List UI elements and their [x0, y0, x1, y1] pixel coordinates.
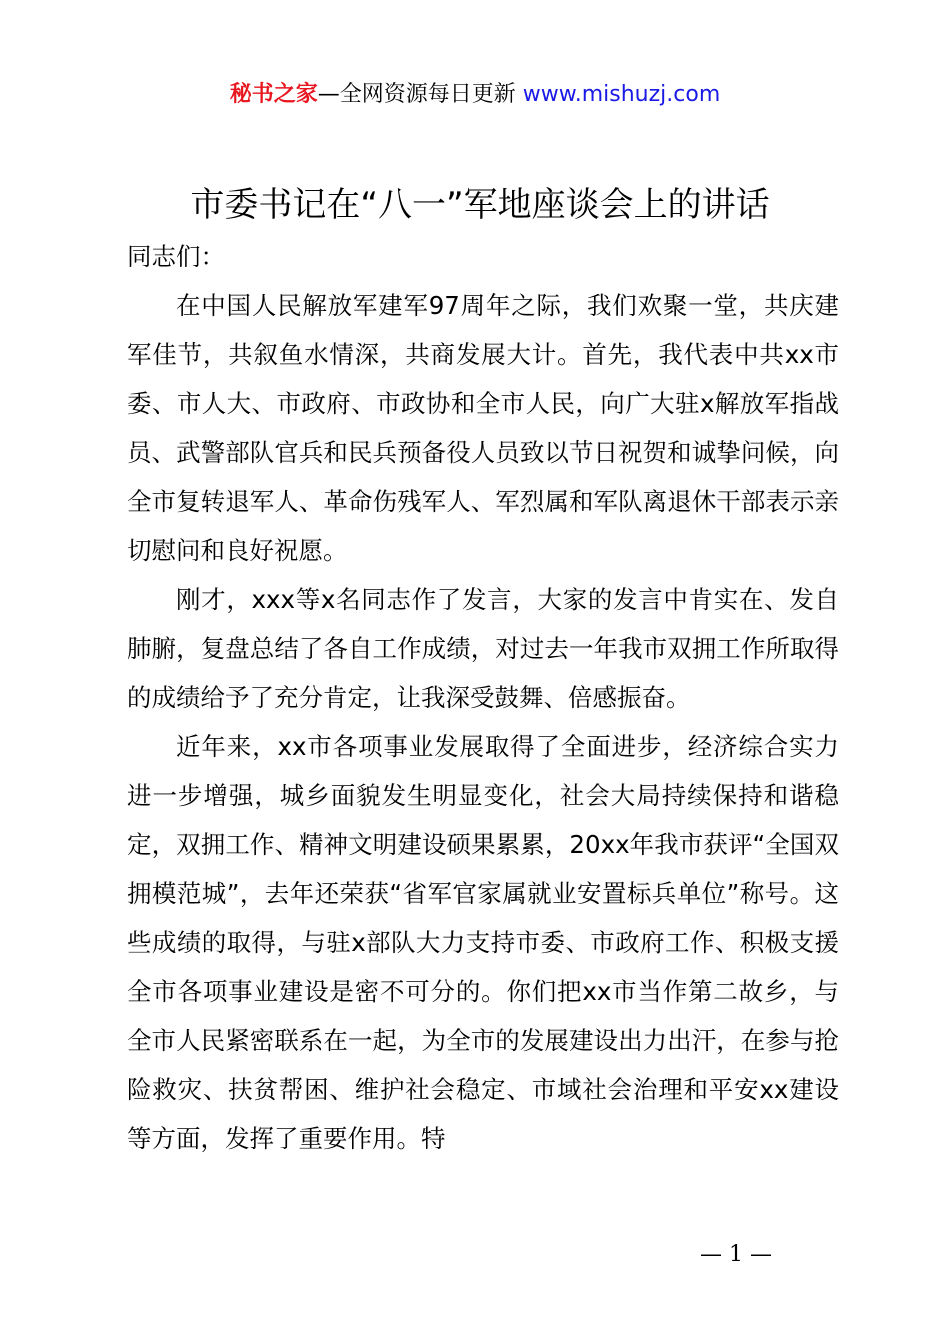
- document-body: [127, 232, 839, 1163]
- site-url-link[interactable]: www.mishuzj.com: [522, 82, 721, 107]
- paragraph-3: 近年来，xx市各项事业发展取得了全面进步，经济综合实力进一步增强，城乡面貌发生明显变化，社会大局持续保持和谐稳定，双拥工作、精神文明建设硕果累累，20xx年我市获评“全国双拥模范城”，去年还荣获“省军官家属就业安置标兵单位”称号。这些成绩的取得，与驻x部队大力支持市委、市政府工作、积极支援全市各项事业建设是密不可分的。你们把xx市当作第二故乡，与全市人民紧密联系在一起，为全市的发展建设出力出汗，在参与抢险救灾、扶贫帮困、维护社会稳定、市域社会治理和平安xx建设等方面，发挥了重要作用。特: [127, 732, 839, 1153]
- salutation: 同志们：: [127, 242, 225, 271]
- brand-name: 秘书之家: [229, 82, 318, 107]
- paragraph-1: 在中国人民解放军建军97周年之际，我们欢聚一堂，共庆建军佳节，共叙鱼水情深，共商发展大计。首先，我代表中共xx市委、市人大、市政府、市政协和全市人民，向广大驻x解放军指战员、武警部队官兵和民兵预备役人员致以节日祝贺和诚挚问候，向全市复转退军人、革命伤残军人、军烈属和军队离退休干部表示亲切慰问和良好祝愿。: [127, 291, 839, 565]
- paragraph-2: 刚才，xxx等x名同志作了发言，大家的发言中肯实在、发自肺腑，复盘总结了各自工作成绩，对过去一年我市双拥工作所取得的成绩给予了充分肯定，让我深受鼓舞、倍感振奋。: [127, 585, 839, 712]
- page-number: — 1 —: [700, 1242, 772, 1267]
- site-header: [0, 80, 950, 110]
- header-tagline: —全网资源每日更新: [317, 82, 523, 107]
- document-title: 市委书记在“八一”军地座谈会上的讲话: [190, 185, 770, 225]
